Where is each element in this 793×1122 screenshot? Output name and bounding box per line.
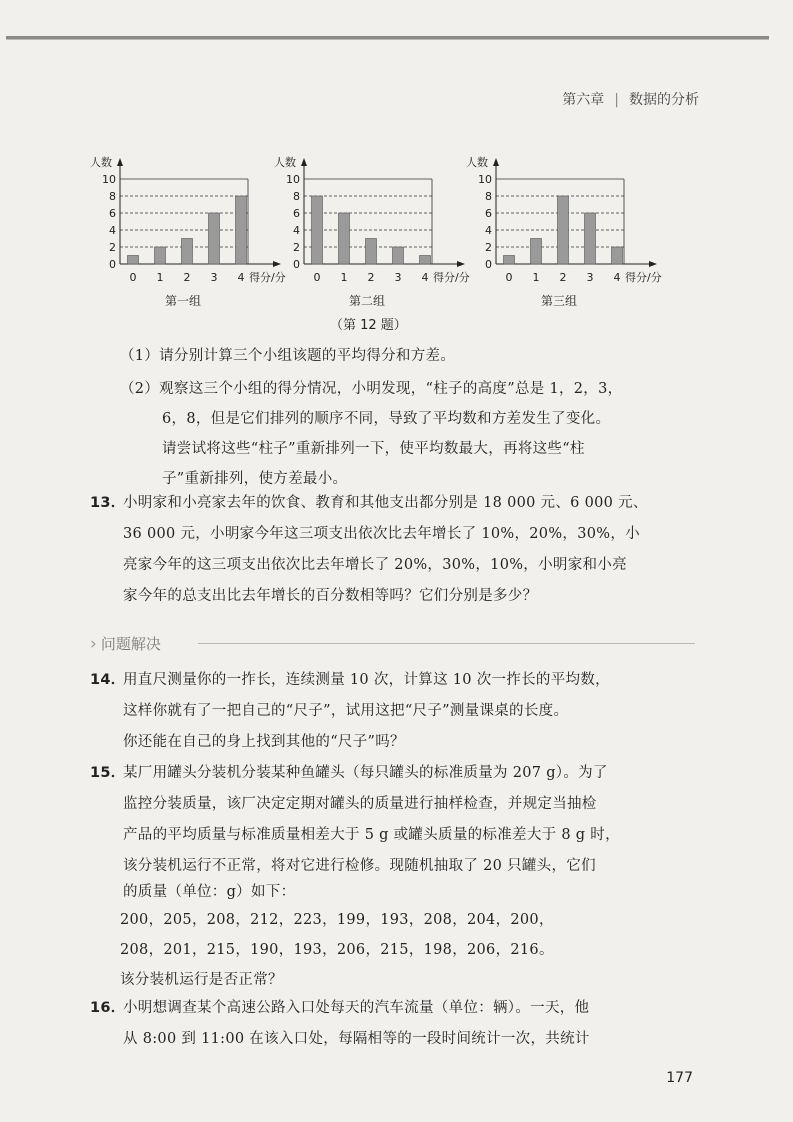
page-header — [562, 89, 699, 109]
bar-chart-group-3 — [464, 152, 674, 317]
y-tick-label: 6 — [485, 207, 492, 220]
x-tick-label: 4 — [613, 271, 621, 284]
bar — [420, 256, 431, 265]
y-tick-label: 2 — [485, 241, 492, 254]
x-tick-label: 0 — [313, 271, 321, 284]
bar — [366, 239, 377, 265]
q14-line-1: 用直尺测量你的一拃长，连续测量 10 次，计算这 10 次一拃长的平均数， — [123, 672, 610, 688]
q16-line-2: 从 8:00 到 11:00 在该入口处，每隔相等的一段时间统计一次，共统计 — [123, 1031, 590, 1047]
q13-line-3: 亮家今年的这三项支出依次比去年增长了 20%，30%，10%，小明家和小亮 — [123, 557, 627, 573]
x-tick-label: 4 — [237, 271, 245, 284]
x-axis-arrow — [649, 261, 657, 267]
y-axis-label: 人数 — [90, 156, 112, 169]
y-tick-label: 0 — [109, 258, 116, 271]
q12-part-2-line-3: 请尝试将这些“柱子”重新排列一下，使平均数最大，再将这些“柱 — [162, 441, 585, 457]
question-number: 15． — [90, 765, 126, 781]
q15-line-2: 监控分装质量，该厂决定定期对罐头的质量进行抽样检查，并规定当抽检 — [123, 796, 597, 812]
header-separator: | — [614, 92, 619, 108]
q13-line-2: 36 000 元，小明家今年这三项支出依次比去年增长了 10%，20%，30%，小 — [123, 526, 640, 542]
q15-line-5: 的质量（单位：g）如下： — [123, 884, 296, 900]
y-axis-label: 人数 — [466, 156, 488, 169]
q13-line-1: 小明家和小亮家去年的饮食、教育和其他支出都分别是 18 000 元、6 000 元、 — [123, 495, 648, 511]
x-tick-label: 3 — [210, 271, 218, 284]
x-tick-label: 1 — [532, 271, 540, 284]
y-tick-label: 2 — [293, 241, 300, 254]
chapter-label: 第六章 — [562, 92, 605, 108]
q13-line-4: 家今年的总支出比去年增长的百分数相等吗？它们分别是多少？ — [123, 588, 538, 604]
figure-caption: （第 12 题） — [330, 318, 407, 333]
bar — [236, 196, 247, 264]
chart-title: 第二组 — [348, 294, 385, 308]
x-tick-label: 1 — [156, 271, 164, 284]
x-tick-label: 2 — [183, 271, 191, 284]
section-heading — [90, 633, 695, 653]
q14-line-3: 你还能在自己的身上找到其他的“尺子”吗？ — [123, 734, 405, 750]
bar-chart-group-1 — [88, 152, 298, 317]
bar — [182, 239, 193, 265]
y-tick-label: 8 — [109, 190, 116, 203]
bar — [558, 196, 569, 264]
question-number: 14． — [90, 672, 126, 688]
y-tick-label: 4 — [293, 224, 300, 237]
bar — [312, 196, 323, 264]
chart-svg — [88, 152, 298, 292]
y-tick-label: 10 — [286, 173, 300, 186]
y-axis-arrow — [117, 158, 123, 166]
q15-data-line-2: 208，201，215，190，193，206，215，198，206，216。 — [120, 942, 554, 958]
question-number: 16． — [90, 1000, 126, 1016]
section-title: 问题解决 — [100, 635, 161, 653]
top-rule — [6, 36, 769, 40]
chart-title: 第一组 — [164, 294, 201, 308]
q15-line-1: 某厂用罐头分装机分装某种鱼罐头（每只罐头的标准质量为 207 g）。为了 — [123, 765, 608, 781]
y-tick-label: 10 — [102, 173, 116, 186]
y-tick-label: 6 — [109, 207, 116, 220]
y-tick-label: 8 — [485, 190, 492, 203]
bar — [504, 256, 515, 265]
chart-title: 第三组 — [540, 294, 577, 308]
chart-svg — [272, 152, 482, 292]
q15-line-6: 该分装机运行是否正常？ — [120, 972, 283, 988]
y-tick-label: 0 — [293, 258, 300, 271]
x-tick-label: 0 — [505, 271, 513, 284]
bar — [128, 256, 139, 265]
section-rule — [198, 643, 695, 644]
bar — [531, 239, 542, 265]
q12-part-1: （1）请分别计算三个小组该题的平均得分和方差。 — [120, 348, 456, 364]
x-axis-label: 得分/分 — [249, 271, 286, 284]
bar-chart-group-2 — [272, 152, 482, 317]
bar — [339, 213, 350, 264]
q14-line-2: 这样你就有了一把自己的“尺子”，试用这把“尺子”测量课桌的长度。 — [123, 703, 569, 719]
x-tick-label: 0 — [129, 271, 137, 284]
q15-data-line-1: 200，205，208，212，223，199，193，208，204，200， — [120, 912, 554, 928]
y-axis-arrow — [301, 158, 307, 166]
x-tick-label: 4 — [421, 271, 429, 284]
x-tick-label: 3 — [394, 271, 402, 284]
page-number: 177 — [666, 1070, 693, 1086]
y-tick-label: 4 — [109, 224, 116, 237]
bar — [585, 213, 596, 264]
y-tick-label: 2 — [109, 241, 116, 254]
q12-part-2-line-2: 6，8，但是它们排列的顺序不同，导致了平均数和方差发生了变化。 — [162, 411, 611, 427]
y-tick-label: 8 — [293, 190, 300, 203]
q12-part-2-line-1: （2）观察这三个小组的得分情况，小明发现，“柱子的高度”总是 1，2，3， — [120, 381, 623, 397]
x-tick-label: 2 — [367, 271, 375, 284]
x-tick-label: 2 — [559, 271, 567, 284]
x-tick-label: 1 — [340, 271, 348, 284]
q15-line-3: 产品的平均质量与标准质量相差大于 5 g 或罐头质量的标准差大于 8 g 时， — [123, 827, 620, 843]
x-tick-label: 3 — [586, 271, 594, 284]
chevron-right-icon: › — [90, 634, 97, 654]
question-number: 13． — [90, 495, 126, 511]
bar — [393, 247, 404, 264]
x-axis-label: 得分/分 — [625, 271, 662, 284]
x-axis-label: 得分/分 — [433, 271, 470, 284]
y-tick-label: 0 — [485, 258, 492, 271]
bar — [209, 213, 220, 264]
y-tick-label: 10 — [478, 173, 492, 186]
y-tick-label: 4 — [485, 224, 492, 237]
q15-line-4: 该分装机运行不正常，将对它进行检修。现随机抽取了 20 只罐头，它们 — [123, 858, 596, 874]
chart-svg — [464, 152, 694, 292]
q16-line-1: 小明想调查某个高速公路入口处每天的汽车流量（单位：辆）。一天，他 — [123, 1000, 590, 1016]
chapter-title: 数据的分析 — [629, 92, 699, 108]
bar — [155, 247, 166, 264]
q12-part-2-line-4: 子”重新排列，使方差最小。 — [162, 471, 348, 487]
y-tick-label: 6 — [293, 207, 300, 220]
y-axis-arrow — [493, 158, 499, 166]
bar — [612, 247, 623, 264]
y-axis-label: 人数 — [274, 156, 296, 169]
